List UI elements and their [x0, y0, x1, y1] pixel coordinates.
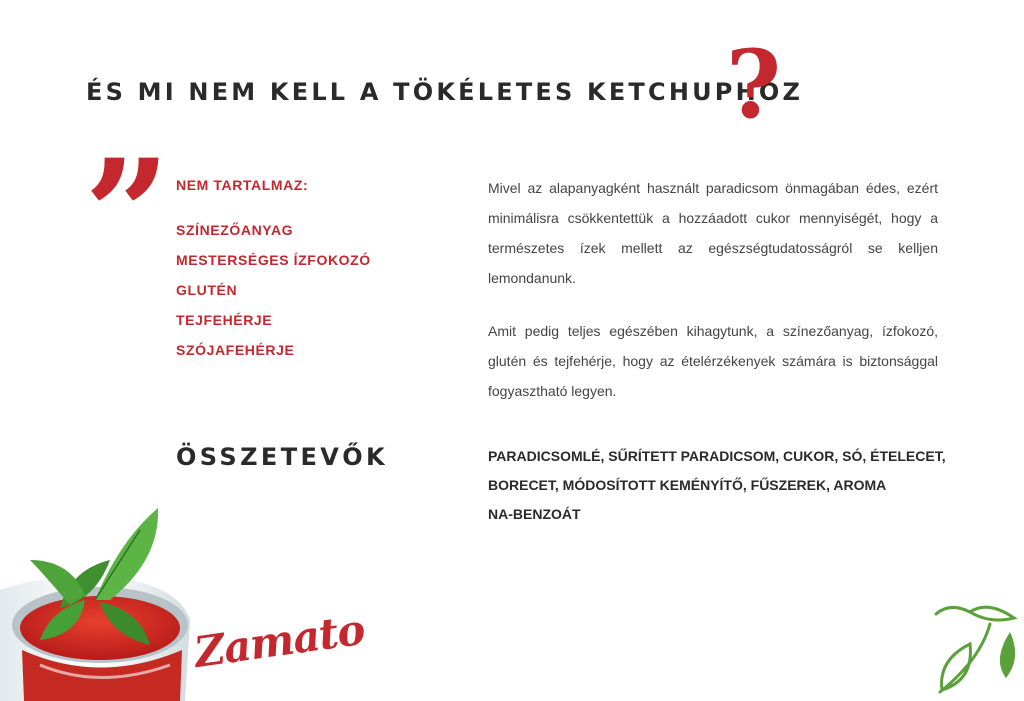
brand-logo: Zamato: [191, 604, 368, 677]
not-contains-heading: NEM TARTALMAZ:: [176, 177, 309, 193]
ingredients-heading: ÖSSZETEVŐK: [176, 443, 389, 471]
not-contains-list: [176, 215, 371, 365]
leaf-icon: [930, 600, 1024, 701]
not-contains-item: TEJFEHÉRJE: [176, 312, 273, 328]
ingredients-line: PARADICSOMLÉ, SŰRÍTETT PARADICSOM, CUKOR, SÓ, ÉTELECET,: [488, 448, 946, 464]
description-paragraph-1: Mivel az alapanyagként használt paradicsom önmagában édes, ezért minimálisra csökkentettük a hozzáadott cukor mennyiségét, hogy a természetes ízek mellett az egészségtudatosságról se kelljen lemondanunk.: [488, 180, 938, 286]
question-mark-glyph: ?: [726, 30, 782, 140]
not-contains-item: GLUTÉN: [176, 282, 238, 298]
not-contains-item: MESTERSÉGES ÍZFOKOZÓ: [176, 252, 371, 268]
ingredients-line: NA-BENZOÁT: [488, 506, 581, 522]
ingredients-line: BORECET, MÓDOSÍTOTT KEMÉNYÍTŐ, FŰSZEREK, AROMA: [488, 477, 887, 493]
description-paragraph-2: Amit pedig teljes egészében kihagytunk, a színezőanyag, ízfokozó, glutén és tejfehérje, hogy az ételérzékenyek számára is biztonsággal fogyasztható legyen.: [488, 323, 938, 399]
quote-mark-icon: ”: [84, 127, 171, 303]
not-contains-section: [176, 177, 371, 365]
ingredients-list: [488, 442, 950, 529]
not-contains-item: SZÓJAFEHÉRJE: [176, 342, 295, 358]
tomato-jar-with-basil-image: [0, 500, 200, 701]
page-title: ÉS MI NEM KELL A TÖKÉLETES KETCHUPHOZ: [86, 78, 804, 106]
not-contains-item: SZÍNEZŐANYAG: [176, 222, 294, 238]
